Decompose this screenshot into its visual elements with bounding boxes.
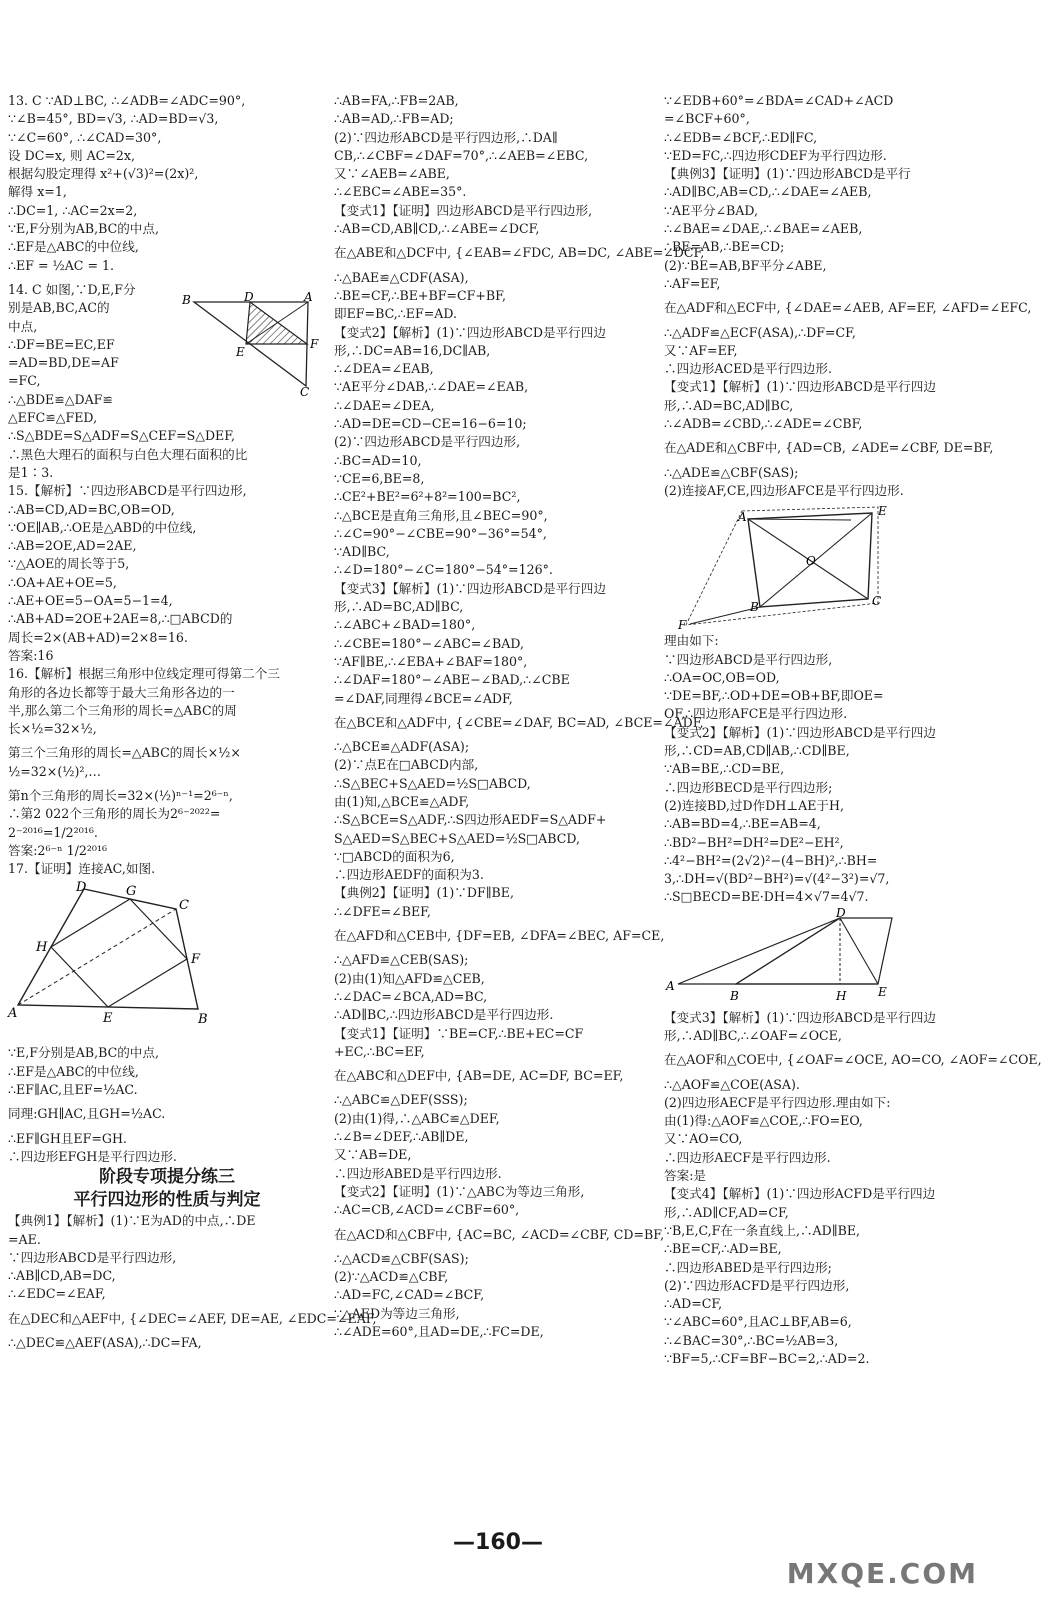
text-line: =AE. — [8, 1231, 41, 1247]
text-line: ∵E,F分别为AB,BC的中点, — [8, 221, 159, 237]
text-line: ∴S△BCE=S△ADF,∴S四边形AEDF=S△ADF+ — [334, 812, 607, 828]
text-line: ∴∠EBC=∠ABE=35°. — [334, 184, 467, 200]
fig-label: B — [198, 1012, 208, 1028]
section-subtitle: 平行四边形的性质与判定 — [73, 1190, 261, 1211]
text-line: ∴∠BAE=∠DAE,∴∠BAE=∠AEB, — [664, 221, 863, 237]
text-line: (2)∵四边形ABCD是平行四边形, — [334, 434, 521, 450]
fig-label: E — [878, 504, 887, 519]
text-line: ∴四边形ABED是平行四边形; — [664, 1259, 832, 1275]
text-line: ∴AD=DE=CD−CE=16−6=10; — [334, 416, 527, 432]
text-line: 【变式1】【解析】(1)∵四边形ABCD是平行四边 — [664, 379, 936, 395]
text-line: 15.【解析】∵四边形ABCD是平行四边形, — [8, 483, 247, 499]
fig-label: D — [76, 880, 87, 896]
text-line: =AD=BD,DE=AF — [8, 355, 119, 371]
text-line: ∴AB=BD=4,∴BE=AB=4, — [664, 816, 821, 832]
figure-parallelogram-becd — [664, 905, 904, 1006]
figure-14-triangle — [180, 292, 325, 397]
text-line: 是1∶3. — [8, 464, 54, 480]
fig-label: B — [182, 293, 191, 307]
text-line: (2)∵四边形ACFD是平行四边形, — [664, 1277, 850, 1293]
text-line: ∴∠B=∠DEF,∴AB∥DE, — [334, 1129, 469, 1145]
fig-label: B — [750, 600, 759, 615]
text-line: 在△ABE和△DCF中, {∠EAB=∠FDC, AB=DC, ∠ABE=∠DCF, — [334, 245, 705, 261]
text-line: 长×½=32×½, — [8, 721, 97, 737]
text-line: ∴∠C=90°−∠CBE=90°−36°=54°, — [334, 525, 547, 541]
text-line: ∴△AOF≌△COE(ASA). — [664, 1076, 800, 1092]
text-line: (2)由(1)知△AFD≌△CEB, — [334, 970, 485, 986]
text-line: ∴△BCE≌△ADF(ASA); — [334, 739, 470, 755]
text-line: (2)∵点E在□ABCD内部, — [334, 757, 479, 773]
text-line: ∴BE=CF,∴BE+BF=CF+BF, — [334, 287, 506, 303]
fig-label: A — [8, 1006, 18, 1022]
text-line: 半,那么第二个三角形的周长=△ABC的周 — [8, 702, 237, 718]
fig-label: A — [304, 290, 313, 304]
text-line: 周长=2×(AB+AD)=2×8=16. — [8, 629, 188, 645]
text-line: ∵∠B=45°, BD=√3, ∴AD=BD=√3, — [8, 111, 219, 127]
text-line: (2)∵四边形ABCD是平行四边形,∴DA∥ — [334, 129, 558, 145]
fig-label: E — [236, 345, 245, 359]
text-line: ∴AD∥BC,AB=CD,∴∠DAE=∠AEB, — [664, 184, 872, 200]
text-line: 第三个三角形的周长=△ABC的周长×½× — [8, 745, 241, 761]
text-line: ∴△ABC≌△DEF(SSS); — [334, 1092, 468, 1108]
text-line: ∴EF = ½AC = 1. — [8, 257, 115, 273]
text-line: 由(1)知,△BCE≌△ADF, — [334, 793, 470, 809]
fig-label: A — [738, 510, 747, 525]
text-line: (2)∵△ACD≌△CBF, — [334, 1269, 449, 1285]
text-line: (2)∵BE=AB,BF平分∠ABE, — [664, 257, 827, 273]
fig-label: G — [126, 884, 137, 900]
text-line: 16.【解析】根据三角形中位线定理可得第二个三 — [8, 666, 280, 682]
fig-label: E — [103, 1011, 113, 1027]
text-line: 【变式2】【解析】(1)∵四边形ABCD是平行四边 — [334, 324, 606, 340]
text-line: ∴四边形ACED是平行四边形. — [664, 361, 832, 377]
fig-label: C — [872, 594, 882, 609]
text-line: ∵BF=5,∴CF=BF−BC=2,∴AD=2. — [664, 1351, 870, 1367]
text-line: ∴DF=BE=EC,EF — [8, 336, 115, 352]
text-line: 【变式1】【证明】四边形ABCD是平行四边形, — [334, 202, 593, 218]
text-line: 【典例2】【证明】(1)∵DF∥BE, — [334, 885, 514, 901]
text-line: ∴黑色大理石的面积与白色大理石面积的比 — [8, 446, 248, 462]
fig-label: F — [678, 618, 687, 633]
text-line: 【典例3】【证明】(1)∵四边形ABCD是平行 — [664, 166, 911, 182]
figure-parallelogram-afce — [664, 503, 904, 633]
text-line: ∵OE∥AB,∴OE是△ABD的中位线, — [8, 519, 197, 535]
text-line: ∵∠ABC=60°,且AC⊥BF,AB=6, — [664, 1314, 852, 1330]
text-line: ∵B,E,C,F在一条直线上,∴AD∥BE, — [664, 1222, 861, 1238]
text-line: ∴DC=1, ∴AC=2x=2, — [8, 202, 138, 218]
text-line: ∴∠D=180°−∠C=180°−54°=126°. — [334, 562, 553, 578]
text-line: ∵□ABCD的面积为6, — [334, 848, 455, 864]
text-line: ∴△BDE≌△DAF≌ — [8, 391, 113, 407]
text-line: ∵ED=FC,∴四边形CDEF为平行四边形. — [664, 147, 887, 163]
text-line: 13. C ∵AD⊥BC, ∴∠ADB=∠ADC=90°, — [8, 93, 246, 108]
text-line: ∴∠ADB=∠CBD,∴∠ADE=∠CBF, — [664, 416, 863, 432]
text-line: ∵四边形ABCD是平行四边形, — [664, 651, 833, 667]
text-line: ∵AD∥BC, — [334, 544, 390, 560]
text-line: S△AED=S△BEC+S△AED=½S□ABCD, — [334, 830, 581, 846]
column-right — [664, 92, 1042, 1368]
text-line: 即EF=BC,∴EF=AD. — [334, 306, 457, 322]
text-line: 别是AB,BC,AC的 — [8, 300, 110, 316]
text-line: ∵E,F分别是AB,BC的中点, — [8, 1045, 159, 1061]
page-number: —160— — [453, 1530, 543, 1555]
text-line: ∴AD=CF, — [664, 1296, 723, 1312]
text-line: ∴△BAE≌△CDF(ASA), — [334, 269, 469, 285]
text-line: ∴四边形AECF是平行四边形. — [664, 1149, 831, 1165]
text-line: ∴∠EDC=∠EAF, — [8, 1286, 106, 1302]
text-line: ∴∠BAC=30°,∴BC=½AB=3, — [664, 1332, 839, 1348]
text-line: =∠BCF+60°, — [664, 111, 750, 127]
text-line: ∵AF∥BE,∴∠EBA+∠BAF=180°, — [334, 653, 528, 669]
section-title: 阶段专项提分练三 — [99, 1167, 235, 1188]
text-line: +EC,∴BC=EF, — [334, 1043, 425, 1059]
text-line: 中点, — [8, 318, 38, 334]
text-block — [664, 632, 988, 906]
fig-label: A — [666, 978, 675, 993]
text-line: 【变式4】【解析】(1)∵四边形ACFD是平行四边 — [664, 1186, 936, 1202]
text-line: 设 DC=x, 则 AC=2x, — [8, 147, 135, 163]
text-line: ∵AE平分∠DAB,∴∠DAE=∠EAB, — [334, 379, 529, 395]
text-line: 角形的各边长都等于最大三角形各边的一 — [8, 684, 235, 700]
text-line: 【变式2】【解析】(1)∵四边形ABCD是平行四边 — [664, 724, 936, 740]
fig-label: D — [836, 905, 846, 920]
watermark: MXQE.COM — [786, 1557, 978, 1590]
fig-label: O — [806, 554, 816, 569]
text-line: ∴∠CBE=180°−∠ABC=∠BAD, — [334, 635, 524, 651]
text-line: 在△ADE和△CBF中, {AD=CB, ∠ADE=∠CBF, DE=BF, — [664, 440, 994, 456]
text-line: 形,∴CD=AB,CD∥AB,∴CD∥BE, — [664, 743, 850, 759]
text-line: ∴BD²−BH²=DH²=DE²−EH², — [664, 834, 844, 850]
fig-label: C — [300, 385, 310, 399]
text-line: 3,∴DH=√(BD²−BH²)=√(4²−3²)=√7, — [664, 871, 890, 887]
text-line: ∴AD∥BC,∴四边形ABCD是平行四边形. — [334, 1007, 554, 1023]
text-block — [8, 1044, 326, 1166]
text-line: 第n个三角形的周长=32×(½)ⁿ⁻¹=2⁶⁻ⁿ, — [8, 787, 233, 803]
text-line: ∴△ACD≌△CBF(SAS); — [334, 1250, 469, 1266]
text-line: ∴四边形ABED是平行四边形. — [334, 1165, 502, 1181]
fig-label: H — [836, 988, 847, 1003]
text-line: 在△ACD和△CBF中, {AC=BC, ∠ACD=∠CBF, CD=BF, — [334, 1226, 665, 1242]
text-line: ∴AB=FA,∴FB=2AB, — [334, 93, 459, 108]
text-line: ∵∠C=60°, ∴∠CAD=30°, — [8, 129, 162, 145]
text-line: ∴CE²+BE²=6²+8²=100=BC², — [334, 489, 521, 505]
text-line: ∴EF是△ABC的中位线, — [8, 239, 139, 255]
fig-label: B — [730, 988, 739, 1003]
text-line: ∴∠DAE=∠DEA, — [334, 397, 435, 413]
text-line: ∴AC=CB,∠ACD=∠CBF=60°, — [334, 1202, 520, 1218]
text-line: ∴四边形EFGH是平行四边形. — [8, 1148, 177, 1164]
text-line: 形,∴AD=BC,AD∥BC, — [334, 599, 464, 615]
text-line: ∴OA=OC,OB=OD, — [664, 669, 780, 685]
text-line: ∵△AED为等边三角形, — [334, 1305, 460, 1321]
text-line: 理由如下: — [664, 633, 719, 649]
text-line: 又∵AB=DE, — [334, 1147, 412, 1163]
text-line: ∴S△BDE=S△ADF=S△CEF=S△DEF, — [8, 428, 236, 444]
text-line: 又∵AF=EF, — [664, 342, 738, 358]
text-line: ∴∠ABC+∠BAD=180°, — [334, 617, 476, 633]
text-line: (2)由(1)得,∴△ABC≌△DEF, — [334, 1110, 500, 1126]
text-line: 【变式1】【证明】∵BE=CF,∴BE+EC=CF — [334, 1025, 584, 1041]
fig-label: D — [244, 290, 254, 304]
text-line: 根据勾股定理得 x²+(√3)²=(2x)², — [8, 166, 199, 182]
text-line: 在△ADF和△ECF中, {∠DAE=∠AEB, AF=EF, ∠AFD=∠EFC, — [664, 300, 1032, 316]
text-line: 由(1)得:△AOF≌△COE,∴FO=EO, — [664, 1113, 863, 1129]
text-line: ∴BE=AB,∴BE=CD; — [664, 239, 785, 255]
text-line: ∵AB=BE,∴CD=BE, — [664, 761, 785, 777]
text-line: =FC, — [8, 373, 41, 389]
fig-label: E — [878, 984, 887, 999]
text-line: ∴AB∥CD,AB=DC, — [8, 1268, 116, 1284]
text-line: ∴∠ADE=60°,且AD=DE,∴FC=DE, — [334, 1324, 544, 1339]
text-line: ∴△BCE是直角三角形,且∠BEC=90°, — [334, 507, 548, 523]
fig-label: C — [179, 898, 189, 914]
fig-label: F — [310, 337, 319, 351]
text-line: ∴EF是△ABC的中位线, — [8, 1063, 139, 1079]
text-line: ∴∠DAC=∠BCA,AD=BC, — [334, 988, 488, 1004]
text-line: 在△DEC和△AEF中, {∠DEC=∠AEF, DE=AE, ∠EDC=∠EAF, — [8, 1310, 377, 1326]
text-line: ∵DE=BF,∴OD+DE=OB+BF,即OE= — [664, 688, 884, 704]
text-line: ∴△ADF≌△ECF(ASA),∴DF=CF, — [664, 324, 856, 340]
text-line: 答案:2⁶⁻ⁿ 1/2²⁰¹⁶ — [8, 842, 108, 858]
text-line: 答案:16 — [8, 647, 54, 663]
text-line: 17.【证明】连接AC,如图. — [8, 861, 156, 877]
text-line: ∴△AFD≌△CEB(SAS); — [334, 952, 469, 968]
text-block — [664, 92, 1032, 500]
text-line: 2⁻²⁰¹⁶=1/2²⁰¹⁶. — [8, 824, 98, 840]
text-line: CB,∴∠CBF=∠DAF=70°,∴∠AEB=∠EBC, — [334, 147, 589, 163]
text-line: ∴四边形AEDF的面积为3. — [334, 867, 484, 883]
text-line: 在△ABC和△DEF中, {AB=DE, AC=DF, BC=EF, — [334, 1068, 624, 1084]
text-line: 【变式2】【证明】(1)∵△ABC为等边三角形, — [334, 1183, 585, 1199]
text-line: =∠DAF,同理得∠BCE=∠ADF, — [334, 690, 513, 706]
fig-label: F — [191, 952, 201, 968]
text-block — [8, 92, 326, 878]
text-line: 答案:是 — [664, 1168, 707, 1184]
figure-17-quadrilateral — [8, 881, 208, 1041]
text-line: ∴AD=FC,∠CAD=∠BCF, — [334, 1287, 485, 1303]
text-line: 在△BCE和△ADF中, {∠CBE=∠DAF, BC=AD, ∠BCE=∠ADF, — [334, 714, 704, 730]
text-line: OF,∴四边形AFCE是平行四边形. — [664, 706, 848, 722]
text-line: (2)连接BD,过D作DH⊥AE于H, — [664, 797, 845, 813]
text-line: 又∵∠AEB=∠ABE, — [334, 166, 450, 182]
text-line: 【变式3】【解析】(1)∵四边形ABCD是平行四边 — [334, 580, 606, 596]
text-line: ∴EF∥GH且EF=GH. — [8, 1130, 127, 1146]
text-line: 形,∴AD=BC,AD∥BC, — [664, 397, 794, 413]
text-line: (2)四边形AECF是平行四边形.理由如下: — [664, 1094, 891, 1110]
text-line: ∴AB=CD,AD=BC,OB=OD, — [8, 501, 175, 517]
text-line: ∴第2 022个三角形的周长为2⁶⁻²⁰²²= — [8, 806, 221, 822]
text-line: ∴∠DEA=∠EAB, — [334, 361, 434, 377]
text-block — [664, 1009, 1042, 1369]
text-line: ∵AE平分∠BAD, — [664, 202, 759, 218]
text-line: 形,∴AD∥BC,∴∠OAF=∠OCE, — [664, 1027, 842, 1043]
text-line: 14. C 如图,∵D,E,F分 — [8, 281, 136, 297]
text-line: 在△AOF和△COE中, {∠OAF=∠OCE, AO=CO, ∠AOF=∠COE, — [664, 1052, 1042, 1068]
text-line: (2)连接AF,CE,四边形AFCE是平行四边形. — [664, 482, 904, 498]
text-line: ∴AB+AD=2OE+2AE=8,∴□ABCD的 — [8, 611, 233, 627]
text-line: 【典例1】【解析】(1)∵E为AD的中点,∴DE — [8, 1213, 256, 1229]
text-line: 【变式3】【解析】(1)∵四边形ABCD是平行四边 — [664, 1009, 936, 1025]
text-line: ∴BC=AD=10, — [334, 452, 422, 468]
text-line: ∴EF∥AC,且EF=½AC. — [8, 1082, 138, 1098]
text-line: ∴四边形BECD是平行四边形; — [664, 779, 833, 795]
text-line: 在△AFD和△CEB中, {DF=EB, ∠DFA=∠BEC, AF=CE, — [334, 928, 665, 944]
text-line: ∴S△BEC+S△AED=½S□ABCD, — [334, 775, 531, 791]
text-line: △EFC≌△FED, — [8, 410, 98, 426]
text-line: ∴S□BECD=BE·DH=4×√7=4√7. — [664, 889, 869, 905]
text-line: ∴△ADE≌△CBF(SAS); — [664, 464, 799, 480]
text-line: ∴∠EDB=∠BCF,∴ED∥FC, — [664, 129, 818, 145]
fig-label: H — [36, 940, 48, 956]
text-block — [8, 1212, 377, 1352]
text-line: ∴∠DAF=180°−∠ABE−∠BAD,∴∠CBE — [334, 672, 570, 688]
text-line: ∴AB=2OE,AD=2AE, — [8, 538, 137, 554]
text-line: 解得 x=1, — [8, 184, 67, 200]
text-line: ∴OA+AE+OE=5, — [8, 574, 117, 590]
text-line: ∴AE+OE=5−OA=5−1=4, — [8, 593, 173, 609]
text-line: 形,∴DC=AB=16,DC∥AB, — [334, 342, 491, 358]
text-line: 形,∴AD∥CF,AD=CF, — [664, 1204, 789, 1220]
text-line: ∴4²−BH²=(2√2)²−(4−BH)²,∴BH= — [664, 852, 878, 868]
text-line: ∴∠DFE=∠BEF, — [334, 903, 431, 919]
text-line: ∵四边形ABCD是平行四边形, — [8, 1249, 177, 1265]
text-line: ∴BE=CF,∴AD=BE, — [664, 1241, 782, 1257]
text-line: ∴AB=AD,∴FB=AD; — [334, 111, 454, 127]
text-line: 又∵AO=CO, — [664, 1131, 743, 1147]
text-line: ∵△AOE的周长等于5, — [8, 556, 130, 572]
text-line: ∴△DEC≌△AEF(ASA),∴DC=FA, — [8, 1335, 202, 1351]
text-line: ½=32×(½)²,… — [8, 763, 102, 779]
text-line: ∵CE=6,BE=8, — [334, 470, 425, 486]
text-line: ∴AF=EF, — [664, 275, 721, 291]
text-line: 同理:GH∥AC,且GH=½AC. — [8, 1106, 166, 1122]
text-line: ∵∠EDB+60°=∠BDA=∠CAD+∠ACD — [664, 93, 894, 108]
text-line: ∴AB=CD,AB∥CD,∴∠ABE=∠DCF, — [334, 221, 540, 237]
